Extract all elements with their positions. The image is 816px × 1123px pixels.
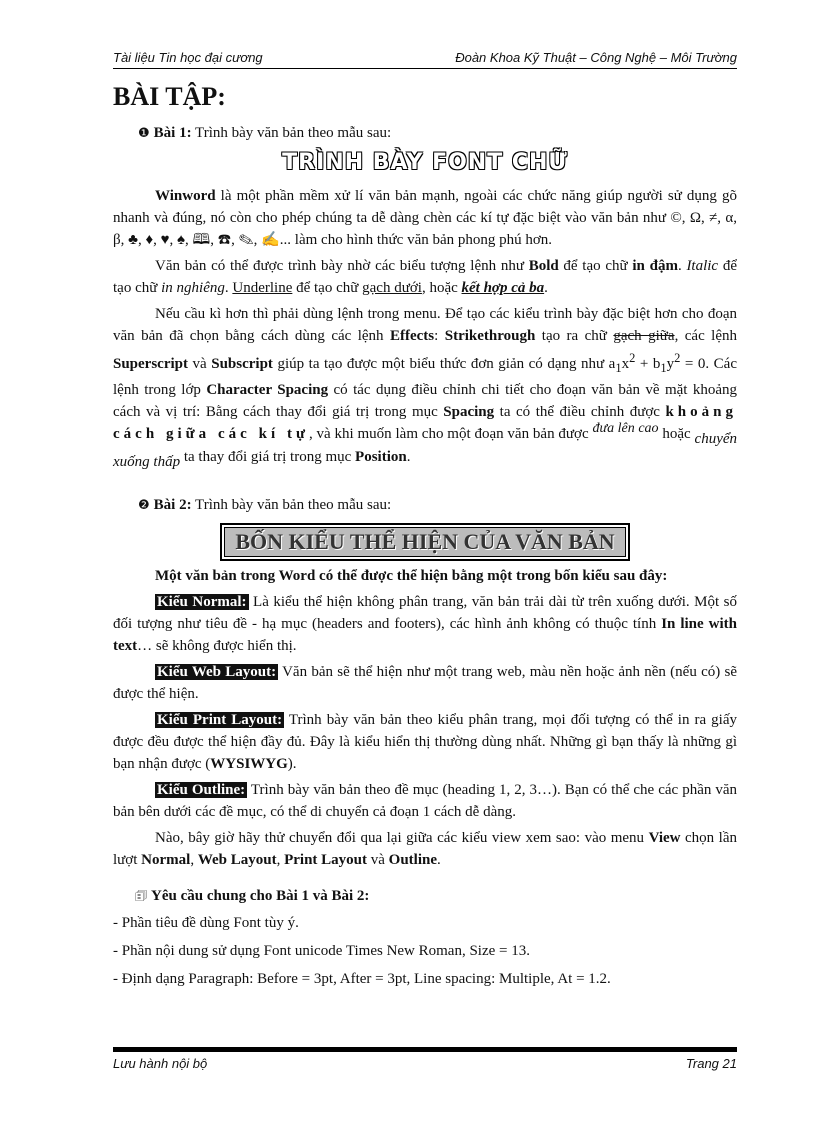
winword-bold: Winword [155, 188, 216, 204]
table-icon: 🗊 [135, 889, 148, 904]
requirement-item: - Định dạng Paragraph: Before = 3pt, After = 3pt, Line spacing: Multiple, At = 1.2. [113, 971, 611, 987]
page-header [113, 48, 737, 68]
exercise-2-label [138, 494, 737, 517]
header-divider [113, 68, 737, 69]
label-outline: Kiểu Outline: [157, 782, 246, 798]
number-1-icon: ❶ [138, 126, 150, 141]
exercise-1-bold: Bài 1: [153, 125, 192, 141]
exercise-2-heading-wrap [113, 523, 737, 561]
requirements-title: 🗊 Yêu cầu chung cho Bài 1 và Bài 2: [135, 888, 370, 904]
paragraph-print-layout: Kiểu Print Layout: Trình bày văn bản theo kiểu phân trang, mọi đối tượng có thể in ra giấy được đều được thể hiện đầy đủ. Đây là kiểu hiển thị thường dùng nhất. Những gì bạn thấy là những gì bạn nhận được (WYSIWYG). [113, 712, 737, 772]
exercise-2-lead: Một văn bản trong Word có thể được thể hiện bằng một trong bốn kiểu sau đây: [155, 568, 668, 584]
paragraph-web-layout: Kiểu Web Layout: Văn bản sẽ thể hiện như một trang web, màu nền hoặc ảnh nền (nếu có) sẽ được thể hiện. [113, 664, 738, 702]
paragraph-effects: Nếu cầu kì hơn thì phải dùng lệnh trong menu. Để tạo các kiểu trình bày đặc biệt hơn cho đoạn văn bản đã chọn bằng cách dùng các lệnh Effects: Strikethrough tạo ra chữ gạch giữa, các lệnh Superscript và Subscript giúp ta tạo được một biểu thức đơn giản có dạng như $a_1x^2 + b_1y^2 = 0$. Các lệnh trong lớp Character Spacing có tác dụng điều chỉnh chi tiết cho đoạn văn bản về mặt khoảng cách và vị trí: Bằng cách thay đổi giá trị trong mục Spacing ta có thể điều chỉnh được khoảng cách giữa các kí tự, và khi muốn làm cho một đoạn văn bản được đưa lên cao hoặc chuyển xuống thấp ta thay đổi giá trị trong mục Position. [113, 306, 738, 470]
label-print-layout: Kiểu Print Layout: [157, 712, 283, 728]
exercise-1-text: Trình bày văn bản theo mẫu sau: [191, 125, 392, 141]
label-normal: Kiểu Normal: [157, 594, 247, 610]
exercise-2-heading: BỐN KIỂU THỂ HIỆN CỦA VĂN BẢN [224, 527, 625, 557]
exercise-2-text: Trình bày văn bản theo mẫu sau: [191, 497, 392, 513]
requirement-item: - Phần nội dung sử dụng Font unicode Times New Roman, Size = 13. [113, 943, 531, 959]
footer-divider [113, 1047, 737, 1052]
paragraph-normal: Kiểu Normal: Là kiểu thể hiện không phân trang, văn bản trải dài từ trên xuống dưới. Một số đối tượng như tiêu đề - hạ mục (headers and footers), các hình ảnh không có thuộc tính In line with text… sẽ không được hiển thị. [113, 594, 738, 654]
paragraph-winword [113, 185, 737, 251]
paragraph-formatting: Văn bản có thể được trình bày nhờ các biểu tượng lệnh như Bold để tạo chữ in đậm. Italic để tạo chữ in nghiêng. Underline để tạo chữ gạch dưới, hoặc kết hợp cả ba. [113, 258, 737, 296]
requirement-item: - Phần tiêu đề dùng Font tùy ý. [113, 915, 299, 931]
page-number: Trang 21 [685, 1056, 737, 1071]
header-right: Đoàn Khoa Kỹ Thuật – Công Nghệ – Môi Trường [455, 50, 737, 65]
number-2-icon: ❷ [138, 498, 150, 513]
page-title: BÀI TẬP: [113, 82, 226, 111]
exercise-1-label [138, 122, 737, 145]
exercise-2-bold: Bài 2: [153, 497, 192, 513]
footer-left: Lưu hành nội bộ [113, 1056, 208, 1071]
paragraph-outline: Kiểu Outline: Trình bày văn bản theo đề mục (heading 1, 2, 3…). Bạn có thể che các phần văn bản bên dưới các đề mục, có thể di chuyển cả đoạn 1 cách dễ dàng. [113, 782, 738, 820]
exercise-1-heading: TRÌNH BÀY FONT CHỮ [282, 150, 568, 175]
label-web-layout: Kiểu Web Layout: [157, 664, 277, 680]
exercise-2-heading-box [220, 523, 629, 561]
paragraph-view-switch: Nào, bây giờ hãy thử chuyển đổi qua lại giữa các kiểu view xem sao: vào menu View chọn lần lượt Normal, Web Layout, Print Layout và Outline. [113, 830, 738, 868]
winword-text: là một phần mềm xử lí văn bản mạnh, ngoài các chức năng giúp người sử dụng gõ nhanh và đúng, nó còn cho phép chúng ta dễ dàng chèn các kí tự đặc biệt vào văn bản như ©, Ω, ≠, α, β, ♣, ♦, ♥, ♠, 🕮, ☎, ✎, ✍... làm cho hình thức văn bản phong phú hơn. [113, 188, 737, 248]
page-content [113, 76, 737, 996]
header-left: Tài liệu Tin học đại cương [113, 50, 263, 65]
